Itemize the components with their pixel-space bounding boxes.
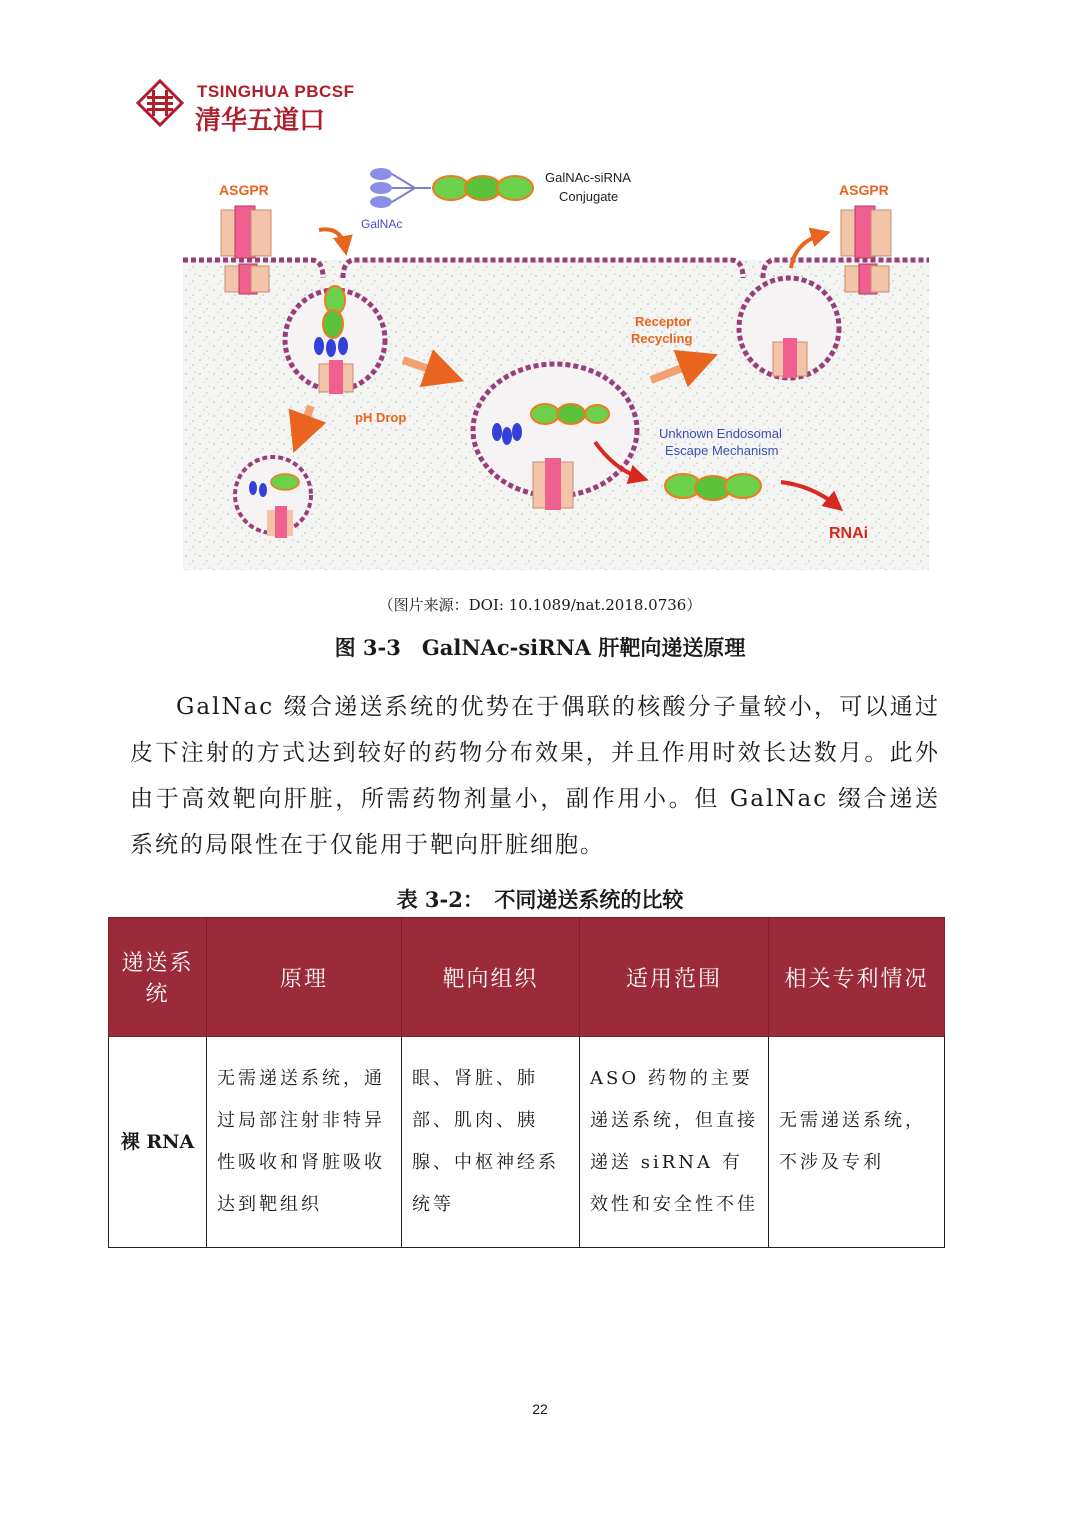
receptor-label-2: Recycling: [631, 331, 693, 346]
conjugate-label-1: GalNAc-siRNA: [545, 170, 631, 185]
rnai-label: RNAi: [829, 525, 869, 542]
ph-drop-label: pH Drop: [355, 410, 407, 425]
asgpr-receptor-right: [841, 206, 891, 294]
table-row: [109, 1037, 945, 1248]
galnac-mechanism-figure: [183, 160, 929, 570]
asgpr-receptor-left: [221, 206, 271, 294]
receptor-label-1: Receptor: [635, 314, 692, 329]
conjugate-label-2: Conjugate: [559, 189, 619, 204]
paragraph-text: GalNac 缀合递送系统的优势在于偶联的核酸分子量较小，可以通过皮下注射的方式达到较好的药物分布效果，并且作用时效长达数月。此外由于高效靶向肝脏，所需药物剂量小，副作用小。但 GalNac 缀合递送系统的局限性在于仅能用于靶向肝脏细胞。: [130, 694, 940, 858]
mechanism-diagram: [183, 160, 929, 570]
cell-patent: 无需递送系统，不涉及专利: [769, 1037, 945, 1248]
galnac-label: GalNAc: [361, 217, 403, 231]
body-paragraph: [130, 684, 940, 868]
header-cell-patent: 相关专利情况: [769, 918, 945, 1037]
logo-text-en: TSINGHUA PBCSF: [197, 82, 355, 101]
logo-text-cn: 清华五道口: [195, 106, 326, 136]
cell-system: 裸 RNA: [109, 1037, 207, 1248]
cell-principle: 无需递送系统，通过局部注射非特异性吸收和肾脏吸收达到靶组织: [207, 1037, 402, 1248]
figure-source: （图片来源：DOI: 10.1089/nat.2018.0736）: [378, 596, 702, 614]
figure-caption: 图 3-3 GalNAc-siRNA 肝靶向递送原理: [334, 635, 746, 660]
page-number: 22: [532, 1401, 548, 1417]
binding-arrow: [319, 229, 345, 248]
header-logo: [135, 78, 375, 134]
asgpr-right-label: ASGPR: [839, 182, 889, 198]
asgpr-left-label: ASGPR: [219, 182, 269, 198]
cell-scope: ASO 药物的主要递送系统，但直接递送 siRNA 有效性和安全性不佳: [580, 1037, 769, 1248]
delivery-comparison-table: [108, 917, 945, 1248]
released-sirna-icon: [665, 474, 761, 500]
header-cell-principle: 原理: [207, 918, 402, 1037]
table-header-row: [109, 918, 945, 1037]
galnac-cluster-icon: [370, 168, 431, 208]
endosome-right-content: [773, 338, 807, 378]
table-caption: 表 3-2： 不同递送系统的比较: [396, 887, 684, 912]
sirna-duplex-icon: [433, 176, 533, 200]
header-cell-system: 递送系统: [109, 918, 207, 1037]
pbcsf-logo-icon: [135, 78, 185, 128]
escape-label-1: Unknown Endosomal: [659, 426, 782, 441]
header-cell-scope: 适用范围: [580, 918, 769, 1037]
header-cell-target: 靶向组织: [402, 918, 580, 1037]
cell-target: 眼、肾脏、肺部、肌肉、胰腺、中枢神经系统等: [402, 1037, 580, 1248]
escape-label-2: Escape Mechanism: [665, 443, 779, 458]
